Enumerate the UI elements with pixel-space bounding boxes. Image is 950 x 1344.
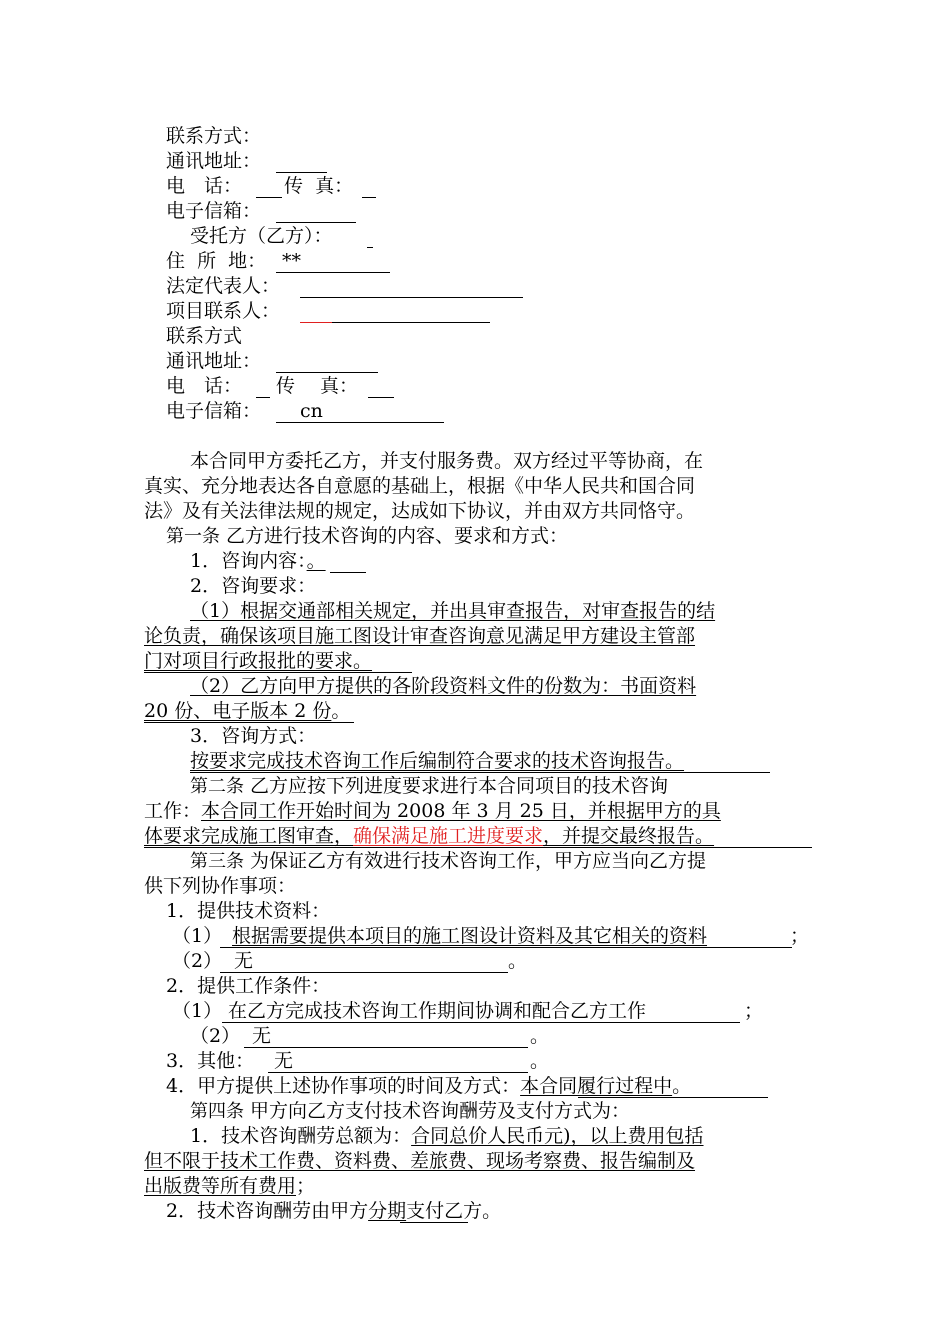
art1-content-label: 1．咨询内容： xyxy=(190,550,307,572)
art4-item2-value: 分期 xyxy=(368,1200,407,1222)
intro-line-3: 法》及有关法律法规的规定，达成如下协议，并由双方共同恪守。 xyxy=(144,500,696,522)
art3-item1-1-value: 根据需要提供本项目的施工图设计资料及其它相关的资料 xyxy=(232,925,708,947)
art1-req2-line-1: （2）乙方向甲方提供的各阶段资料文件的份数为：书面资料 xyxy=(190,675,697,697)
party-b-residence-blank xyxy=(276,272,390,273)
art2-heading: 第二条 xyxy=(190,776,244,797)
party-b-residence-label: 住 所 地： xyxy=(166,250,267,272)
art3-item4-line xyxy=(166,1074,691,1099)
art3-item2-label: 2．提供工作条件： xyxy=(166,975,331,997)
party-b-phone-label: 电 话： xyxy=(166,375,243,397)
art2-line-3-a: 体要求完成施工图审查， xyxy=(144,825,354,847)
art1-method-underline xyxy=(190,772,770,773)
art3-heading: 第三条 xyxy=(190,851,244,872)
intro-line-1: 本合同甲方委托乙方，并支付服务费。双方经过平等协商，在 xyxy=(190,450,704,472)
art3-item4-end: 。 xyxy=(672,1075,692,1097)
art1-title: 乙方进行技术咨询的内容、要求和方式： xyxy=(226,525,569,547)
art3-item2-1-value: 在乙方完成技术咨询工作期间协调和配合乙方工作 xyxy=(228,1000,647,1022)
party-b-title-blank xyxy=(367,247,373,248)
art1-method-label: 3．咨询方式： xyxy=(190,725,317,747)
art4-item1-line xyxy=(190,1124,704,1149)
art1-req2-end: 。 xyxy=(331,700,351,722)
art4-item1-line-3 xyxy=(144,1174,315,1199)
party-b-email-label: 电子信箱： xyxy=(166,400,262,422)
art4-item1-line-2: 但不限于技术工作费、资料费、差旅费、现场考察费、报告编制及 xyxy=(144,1150,696,1172)
party-b-fax-blank xyxy=(368,397,394,398)
art3-item2-2-value: 无 xyxy=(252,1025,272,1047)
party-b-legal-rep-label: 法定代表人： xyxy=(166,275,281,297)
art1-req-label: 2．咨询要求： xyxy=(190,575,317,597)
party-a-fax-blank xyxy=(362,197,376,198)
art3-item2-2-num: （2） xyxy=(190,1025,241,1047)
party-a-contact-label: 联系方式： xyxy=(166,125,262,147)
art3-item2-2-underline xyxy=(244,1047,528,1048)
art4-title: 甲方向乙方支付技术咨询酬劳及支付方式为： xyxy=(250,1100,631,1122)
art2-line-1 xyxy=(190,774,668,799)
party-a-email-label: 电子信箱： xyxy=(166,200,262,222)
party-b-phone-blank xyxy=(256,397,270,398)
intro-line-2: 真实、充分地表达各自意愿的基础上，根据《中华人民共和国合同 xyxy=(144,475,696,497)
party-b-contact-label: 联系方式 xyxy=(166,325,243,347)
art3-item1-1-num: （1） xyxy=(172,925,223,947)
art2-line-1-text: 乙方应按下列进度要求进行本合同项目的技术咨询 xyxy=(250,775,669,797)
art3-item4-label: 4．甲方提供上述协作事项的时间及方式： xyxy=(166,1075,521,1097)
art3-item1-2-end: 。 xyxy=(508,950,528,972)
art4-item1-line-3-text: 出版费等所有费用 xyxy=(144,1175,297,1197)
party-a-phone-label: 电 话： xyxy=(166,175,243,197)
art2-line-3-underline xyxy=(144,847,812,848)
art3-item1-2-underline xyxy=(220,972,508,973)
party-a-address-blank xyxy=(276,172,327,173)
art3-line-2: 供下列协作事项： xyxy=(144,875,297,897)
art2-line-3 xyxy=(144,824,714,849)
art1-req2-line-2-text: 20 份、电子版本 2 份 xyxy=(144,700,332,722)
art3-item4-underline xyxy=(578,1097,768,1098)
art1-heading-line xyxy=(166,524,568,549)
art2-line-3-red: 确保满足施工进度要求 xyxy=(353,825,544,847)
party-b-email-blank xyxy=(276,422,444,423)
party-b-title: 受托方（乙方）： xyxy=(190,225,333,247)
party-b-project-contact-blank xyxy=(332,322,490,323)
party-b-address-blank xyxy=(276,372,378,373)
party-b-legal-rep-blank xyxy=(300,297,523,298)
art3-item2-1-num: （1） xyxy=(172,1000,223,1022)
art4-item1-label: 1．技术咨询酬劳总额为： xyxy=(190,1125,412,1147)
art2-line-2-value: 本合同工作开始时间为 2008 年 3 月 25 日，并根据甲方的具 xyxy=(201,800,721,822)
art4-line-1 xyxy=(190,1099,630,1124)
art3-item4-value: 本合同履行过程中 xyxy=(520,1075,673,1097)
art3-line-1 xyxy=(190,849,706,874)
art1-req1-line-1: （1）根据交通部相关规定，并出具审查报告，对审查报告的结 xyxy=(190,600,716,622)
party-b-residence-value: ** xyxy=(282,250,301,272)
art1-req1-underline-tail xyxy=(144,672,412,673)
art4-item2-a: 2．技术咨询酬劳由甲方 xyxy=(166,1200,369,1222)
art3-item1-label: 1．提供技术资料： xyxy=(166,900,331,922)
art4-item2-line xyxy=(166,1199,501,1224)
art1-content-value: 。 xyxy=(306,550,326,572)
art4-item1-end: ； xyxy=(296,1175,316,1197)
art3-item1-1-underline xyxy=(220,947,792,948)
art2-line-3-b: ，并提交最终报告。 xyxy=(543,825,715,847)
art1-req2-underline-tail xyxy=(144,722,354,723)
party-a-phone-blank xyxy=(256,197,282,198)
art1-method-value: 按要求完成技术咨询工作后编制符合要求的技术咨询报告。 xyxy=(190,750,685,772)
art3-item3-end: 。 xyxy=(530,1050,550,1072)
art4-item2-underline xyxy=(400,1222,468,1223)
art1-req2-line-2 xyxy=(144,699,350,724)
party-b-address-label: 通讯地址： xyxy=(166,350,262,372)
art1-content-line xyxy=(190,549,326,574)
art3-item1-1-end: ； xyxy=(790,925,810,947)
art3-item3-value: 无 xyxy=(274,1050,294,1072)
art3-item1-2-num: （2） xyxy=(172,950,223,972)
art3-item3-underline xyxy=(268,1072,528,1073)
art4-item2-b: 支付乙方。 xyxy=(406,1200,502,1222)
art1-content-blank xyxy=(330,572,366,573)
art3-item2-2-end: 。 xyxy=(530,1025,550,1047)
art2-line-2-label: 工作： xyxy=(144,800,202,822)
art4-heading: 第四条 xyxy=(190,1101,244,1122)
art2-line-2 xyxy=(144,799,721,824)
party-b-project-contact-label: 项目联系人： xyxy=(166,300,281,322)
art1-heading: 第一条 xyxy=(166,526,220,547)
party-b-email-value: cn xyxy=(300,400,323,422)
party-a-address-label: 通讯地址： xyxy=(166,150,262,172)
art3-line-1-text: 为保证乙方有效进行技术咨询工作，甲方应当向乙方提 xyxy=(250,850,707,872)
art1-req1-line-2: 论负责，确保该项目施工图设计审查咨询意见满足甲方建设主管部 xyxy=(144,625,696,647)
party-a-fax-label: 传 真： xyxy=(284,175,354,197)
party-b-project-contact-red-mark xyxy=(300,322,332,323)
art3-item3-label: 3．其他： xyxy=(166,1050,255,1072)
art3-item2-1-end: ； xyxy=(744,1000,764,1022)
art3-item2-1-underline xyxy=(222,1022,740,1023)
art1-req1-line-3: 门对项目行政报批的要求。 xyxy=(144,650,373,672)
party-b-fax-label: 传 真： xyxy=(276,375,359,397)
party-a-email-blank xyxy=(276,222,356,223)
art4-item1-value: 合同总价人民币元)，以上费用包括 xyxy=(411,1125,704,1147)
art3-item1-2-value: 无 xyxy=(234,950,254,972)
